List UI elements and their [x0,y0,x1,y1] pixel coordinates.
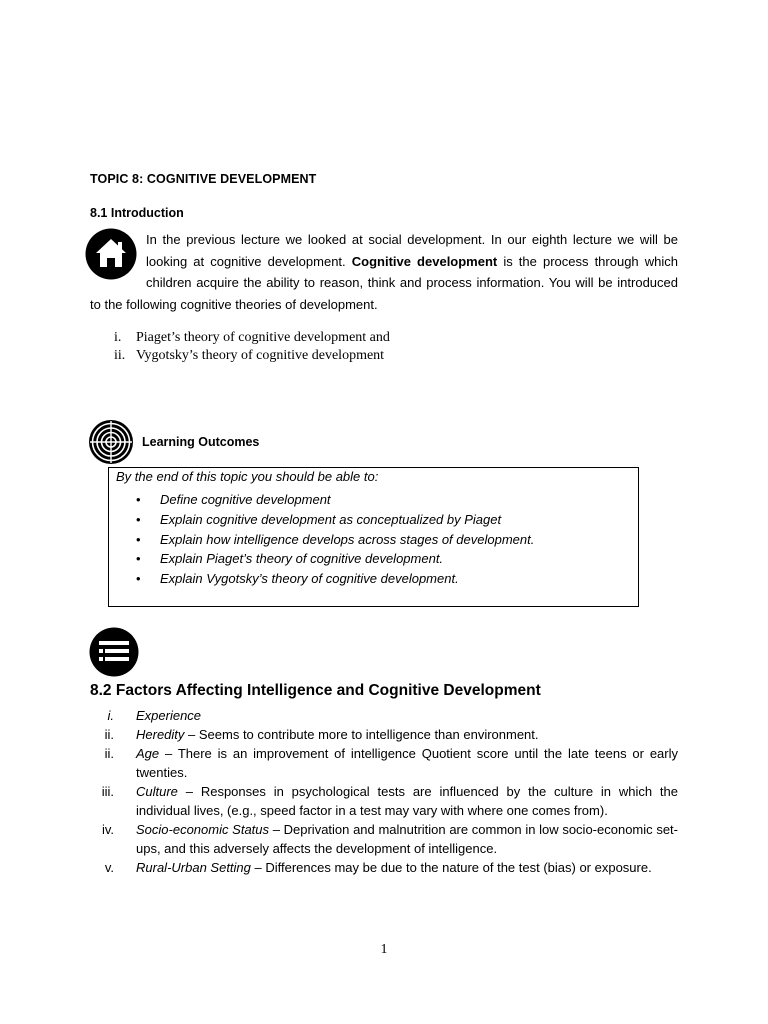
factor-description: – Seems to contribute more to intelligence than environment. [184,727,539,742]
list-item [90,706,678,725]
learning-outcomes-intro: By the end of this topic you should be able to: [116,469,379,484]
list-item-text: Explain cognitive development as conceptualized by Piaget [160,511,502,527]
list-item [90,329,390,347]
list-item-number: iv. [101,822,114,837]
bullet: • [136,511,141,527]
bullet: • [136,551,141,567]
list-item-text: Explain Vygotsky’s theory of cognitive development. [160,571,459,587]
list-item-text: Explain Piaget’s theory of cognitive development. [160,551,444,567]
intro-text-after: is the process through which children acquire the ability to reason, think and process information. You will be introduced to the following cognitive theories of development. [90,253,678,312]
factor-term: Socio-economic Status [136,822,270,837]
list-item [90,725,678,744]
bullet: • [136,492,141,507]
list-item [90,347,390,365]
list-item-number: ii. [114,347,126,363]
list-item-text: Define cognitive development [160,492,331,507]
factor-description: – Responses in psychological tests are influenced by the culture in which the individual lives, (e.g., speed factor in a test may vary with where one comes from). [136,784,678,818]
list-item [136,530,534,550]
list-item [136,549,534,569]
list-item [90,820,678,858]
list-item [136,490,534,510]
learning-outcomes-list [136,490,534,589]
list-item [90,744,678,782]
list-item-number: ii. [104,727,114,742]
topic-title: TOPIC 8: COGNITIVE DEVELOPMENT [90,172,317,186]
target-icon [88,419,134,465]
list-icon [89,627,139,677]
list-item-text: Piaget’s theory of cognitive development and [136,330,390,345]
list-item [136,569,534,589]
intro-text-before: In the previous lecture we looked at social development. In our eighth lecture we will be looking at cognitive development. [146,232,678,269]
factor-term: Age [136,746,160,761]
list-item-text: Vygotsky’s theory of cognitive development [136,347,385,363]
factor-description: – There is an improvement of intelligence Quotient score until the late teens or early twenties. [136,746,678,780]
theories-list [90,329,390,364]
list-item-number: i. [107,708,114,723]
bullet: • [136,571,141,587]
list-item-number: v. [104,860,114,875]
list-item-text: Explain how intelligence develops across stages of development. [160,531,535,547]
factor-term: Culture [136,784,178,799]
list-item-number: ii. [104,746,114,761]
factor-term: Heredity [136,727,185,742]
list-item [90,782,678,820]
factor-term: Experience [136,708,202,723]
introduction-heading: 8.1 Introduction [90,206,184,220]
bullet: • [136,531,141,547]
factors-list [90,706,678,877]
factor-description: – Deprivation and malnutrition are common in low socio-economic set-ups, and this adversely affects the development of intelligence. [136,822,678,856]
page-number: 1 [380,942,388,957]
factor-term: Rural-Urban Setting [136,860,251,875]
learning-outcomes-title: Learning Outcomes [142,435,260,449]
intro-bold-term: Cognitive development [351,253,498,269]
factors-heading: 8.2 Factors Affecting Intelligence and Cognitive Development [90,682,541,699]
list-item [136,510,534,530]
list-item [90,858,678,877]
list-item-number: iii. [101,784,114,799]
introduction-paragraph [90,229,678,315]
list-item-number: i. [114,330,122,345]
factor-description: – Differences may be due to the nature of the test (bias) or exposure. [250,860,652,875]
